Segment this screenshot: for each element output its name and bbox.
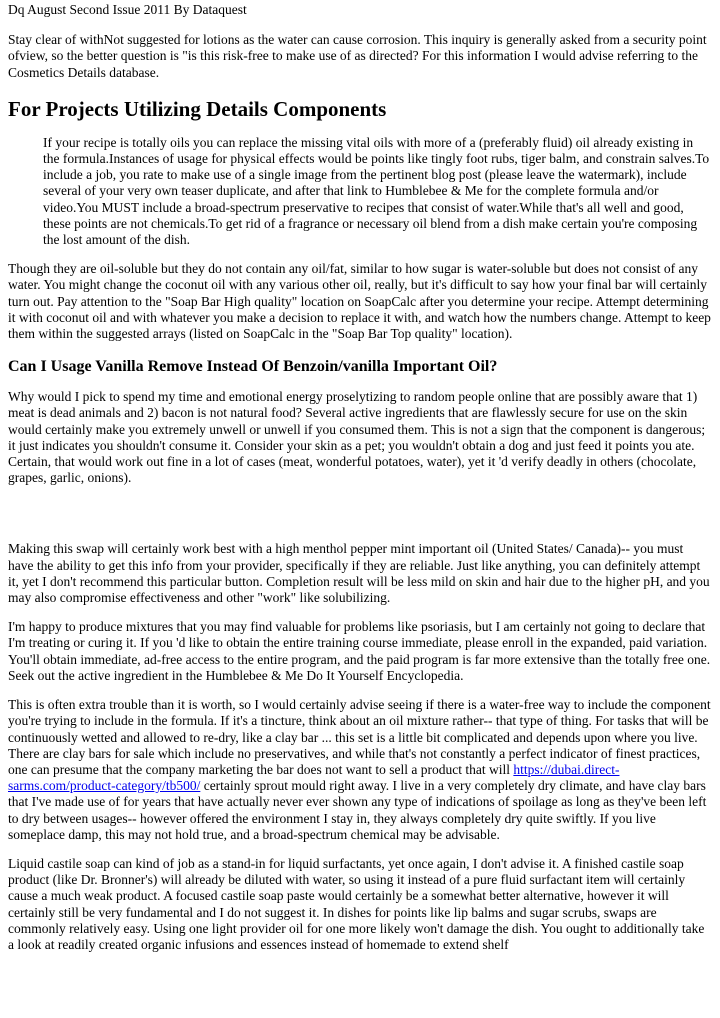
paragraph-menthol-swap: Making this swap will certainly work best with a high menthol pepper mint important oil (United States/ Canada)-- you must have the ability to get this info from your provider, specifically if they are reliable. Just like anything, you can definitely attempt it, yet I don't recommend this particular button. Completion result will be less mild on skin and hair due to the higher pH, and you may also compromise effectiveness and other "work" like solubilizing. xyxy=(8,541,710,606)
section-heading-vanilla: Can I Usage Vanilla Remove Instead Of Benzoin/vanilla Important Oil? xyxy=(8,358,498,376)
paragraph-psoriasis: I'm happy to produce mixtures that you may find valuable for problems like psoriasis, but I am certainly not going to declare that I'm treating or curing it. If you 'd like to obtain the entire training course immediate, please enroll in the expanded, paid variation. You'll obtain immediate, ad-free access to the entire program, and the paid program is far more extensive than the totally free one. Seek out the active ingredient in the Humblebee & Me Do It Yourself Encyclopedia. xyxy=(8,619,711,683)
section-heading-projects: For Projects Utilizing Details Components xyxy=(8,96,387,121)
clay-bar-text-after: certainly sprout mould right away. I live in a very completely dry climate, and have clay bars that I've made use of for years that have actually never ever shown any type of indications of spoilage as long as they've been left to dry between usages-- however offered the environment I stay in, they always completely dry quite swiftly. If you live someplace damp, this may not hold true, and a broad-spectrum chemical may be advisable. xyxy=(8,778,707,842)
document-title: Dq August Second Issue 2011 By Dataquest xyxy=(8,2,247,17)
intro-paragraph: Stay clear of withNot suggested for lotions as the water can cause corrosion. This inquiry is generally asked from a security point ofview, so the better question is "is this risk-free to make use of as directed? For this information I would advise referring to the Cosmetics Details database. xyxy=(8,32,707,80)
paragraph-castile-soap: Liquid castile soap can kind of job as a stand-in for liquid surfactants, yet once again, I don't advise it. A finished castile soap product (like Dr. Bronner's) will already be diluted with water, so using it instead of a pure fluid surfactant item will certainly cause a much weak product. A focused castile soap paste would certainly be a somewhat better alternative, however it will certainly still be very fundamental and I do not suggest it. In dishes for points like lip balms and sugar scrubs, swaps are commonly relatively easy. Using one light provider oil for one more likely won't damage the dish. You ought to additionally take a look at readily created organic infusions and essences instead of homemade to extend shelf xyxy=(8,855,705,952)
product-category-link[interactable]: https://dubai.direct-sarms.com/product-category/tb500/ xyxy=(8,761,620,794)
indented-quote: If your recipe is totally oils you can replace the missing vital oils with more of a (preferably fluid) oil already existing in the formula.Instances of usage for physical effects would be points like tingly foot rubs, tiger balm, and constrain salves.To include a job, you rate to make use of a single image from the pertinent blog post (please leave the watermark), include several of your very own teaser duplicate, and after that link to Humblebee & Me for the complete formula and/or video.You MUST include a broad-spectrum preservative to recipes that consist of water.While that's all well and good, these points are not chemicals.To get rid of a fragrance or necessary oil blend from a dish make certain you're composing the lost amount of the dish. xyxy=(43,134,710,248)
paragraph-proselytizing: Why would I pick to spend my time and emotional energy proselytizing to random people online that are possibly aware that 1) meat is dead animals and 2) bacon is not natural food? Several active ingredients that are flawlessly secure for use on the skin would certainly make you extremely unwell or unwell if you consumed them. This is not a sign that the component is dangerous; it just indicates you shouldn't consume it. Consider your skin as a pet; you wouldn't obtain a dog and just feed it points you ate. Certain, that would work out fine in a lot of cases (meat, wonderful potatoes, water), yet it 'd verify deadly in others (chocolate, grapes, garlic, onions). xyxy=(8,389,706,486)
paragraph-clay-bar xyxy=(8,697,711,843)
paragraph-oil-soluble: Though they are oil-soluble but they do not contain any oil/fat, similar to how sugar is water-soluble but does not consist of any water. You might change the coconut oil with any various other oil, really, but it's difficult to say how your final bar will certainly turn out. Pay attention to the "Soap Bar High quality" location on SoapCalc after you determine your recipe. Attempt determining it with coconut oil and with whatever you make a decision to replace it with, and watch how the numbers change. Attempt to keep them within the suggested arrays (listed on SoapCalc in the "Soap Bar Top quality" location). xyxy=(8,261,711,342)
blank-spacer xyxy=(8,499,711,541)
clay-bar-text-before: This is often extra trouble than it is worth, so I would certainly advise seeing if there is a water-free way to include the component you're trying to include in the formula. If it's a tincture, think about an oil mixture rather-- that type of thing. For tasks that will be continuously wetted and allowed to re-dry, like a clay bar ... this set is a little bit complicated and depends upon where you live. There are clay bars for sale which include no preservatives, and while that's not constantly a perfect indicator of finest practices, one can presume that the company marketing the bar does not want to sell a product that will xyxy=(8,697,711,777)
